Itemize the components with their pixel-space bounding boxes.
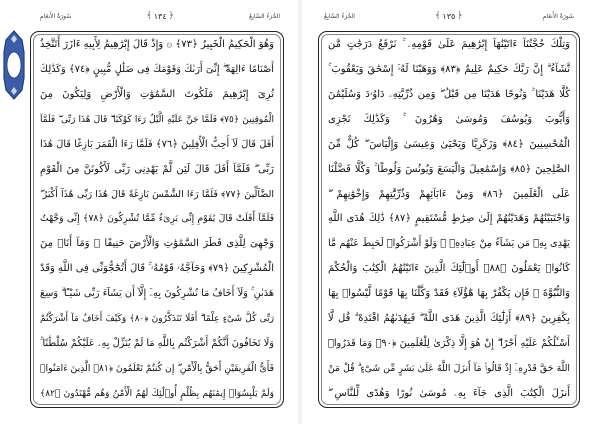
text-line: وَتِلْكَ حُجَّتُنَآ ءَاتَيْنَٰهَآ إِبْرَٰهِيمَ عَلَىٰ قَوْمِهِۦ ۚ نَرْفَعُ دَرَجَٰتٍ مَّن: [328, 39, 570, 50]
text-line: وَجْهِىَ لِلَّذِى فَطَرَ السَّمَٰوَٰتِ وَالْأَرْضَ حَنِيفًا ۖ وَمَآ أَنَا۠ مِنَ: [40, 238, 274, 250]
text-line: الضَّآلِّينَ ﴿٧٧﴾ فَلَمَّا رَءَا الشَّمْسَ بَازِغَةً قَالَ هَٰذَا رَبِّى هَٰذَآ أَكْبَرُ ۖ: [40, 188, 274, 200]
text-line: كُلًّا هَدَيْنَا ۚ وَنُوحًا هَدَيْنَا مِن قَبْلُ ۖ وَمِن ذُرِّيَّتِهِۦ دَاوُۥدَ وَسُلَيْمَٰنَ: [328, 88, 570, 100]
text-line: أَنزَلَ الْكِتَٰبَ الَّذِى جَآءَ بِهِۦ مُوسَىٰ نُورًا وَهُدًى لِّلنَّاسِ ۖ: [328, 387, 570, 399]
ornament-bracket-right-icon: ﴾: [146, 10, 152, 21]
text-line: كَانُوا۟ يَعْمَلُونَ ﴿٨٨﴾ أُو۟لَٰٓئِكَ الَّذِينَ ءَاتَيْنَٰهُمُ الْكِتَٰبَ وَالْحُكْمَ: [328, 263, 570, 275]
text-line: الْمُشْرِكِينَ ﴿٧٩﴾ وَحَآجَّهُۥ قَوْمُهُۥ ۚ قَالَ أَتُحَٰٓجُّوٓنِّى فِى اللَّهِ وَقَدْ: [40, 263, 274, 275]
page-number-value: ١٣٥: [442, 11, 456, 21]
text-line: أَسْـَٔلُكُمْ عَلَيْهِ أَجْرًا ۖ إِنْ هُوَ إِلَّا ذِكْرَىٰ لِلْعَٰلَمِينَ ﴿٩٠﴾ وَمَا قَدَرُوا۟: [328, 338, 570, 350]
sura-name: سُورَةُ الأَنعَامِ: [542, 12, 574, 20]
text-line: أَصْنَامًا ءَالِهَةً ۖ إِنِّىٓ أَرَىٰكَ وَقَوْمَكَ فِى ضَلَٰلٍ مُّبِينٍ ﴿٧٤﴾ وَكَذَٰلِكَ: [40, 63, 274, 75]
text-line: اللَّهَ حَقَّ قَدْرِهِۦٓ إِذْ قَالُوا۟ مَآ أَنزَلَ اللَّهُ عَلَىٰ بَشَرٍ مِّن شَىْءٍ ۗ قُلْ مَنْ: [328, 362, 570, 374]
sura-name: سُورَةُ الأَنعَامِ: [40, 12, 72, 20]
left-page: [0, 0, 298, 424]
text-line: نَّشَآءُ ۗ إِنَّ رَبَّكَ حَكِيمٌ عَلِيمٌ ﴿٨٣﴾ وَوَهَبْنَا لَهُۥٓ إِسْحَٰقَ وَيَعْقُوبَ ۚ: [328, 63, 570, 75]
hizb-marker-icon: [2, 30, 26, 100]
text-line: فَأَىُّ الْفَرِيقَيْنِ أَحَقُّ بِالْأَمْنِ ۖ إِن كُنتُمْ تَعْلَمُونَ ﴿٨١﴾ الَّذِينَ ءَامَنُوا۟: [40, 362, 274, 374]
page-header: [324, 8, 574, 24]
text-line: وَلَا تَخَافُونَ أَنَّكُمْ أَشْرَكْتُم بِاللَّهِ مَا لَمْ يُنَزِّلْ بِهِۦ عَلَيْكُمْ سُلْطَٰنًا ۚ: [40, 338, 274, 350]
page-number: [435, 12, 462, 21]
text-line: يَهْدِى بِهِۦ مَن يَشَآءُ مِنْ عِبَادِهِۦ ۚ وَلَوْ أَشْرَكُوا۟ لَحَبِطَ عَنْهُم مَّا: [328, 238, 570, 250]
text-frame: [30, 31, 284, 408]
text-line: فَلَمَّآ أَفَلَتْ قَالَ يَٰقَوْمِ إِنِّى بَرِىٓءٌ مِّمَّا تُشْرِكُونَ ﴿٧٨﴾ إِنِّى وَجَّهْتُ: [40, 213, 274, 225]
text-line: وَاجْتَبَيْنَٰهُمْ وَهَدَيْنَٰهُمْ إِلَىٰ صِرَٰطٍ مُّسْتَقِيمٍ ﴿٨٧﴾ ذَٰلِكَ هُدَى اللَّهِ: [328, 213, 570, 225]
text-line: هَدَىٰنِ ۚ وَلَآ أَخَافُ مَا تُشْرِكُونَ بِهِۦٓ إِلَّآ أَن يَشَآءَ رَبِّى شَيْـًٔا ۗ وَسِعَ: [40, 288, 274, 300]
text-line: وَهُوَ الْحَكِيمُ الْخَبِيرُ ﴿٧٣﴾ ۞ وَإِذْ قَالَ إِبْرَٰهِيمُ لِأَبِيهِ ءَازَرَ أَتَتَّخِذُ: [40, 39, 274, 50]
text-line: الصَّٰلِحِينَ ﴿٨٥﴾ وَإِسْمَٰعِيلَ وَالْيَسَعَ وَيُونُسَ وَلُوطًا ۚ وَكُلًّا فَضَّلْنَا: [328, 163, 570, 175]
text-line: رَبِّى ۖ فَلَمَّآ أَفَلَ قَالَ لَئِن لَّمْ يَهْدِنِى رَبِّى لَأَكُونَنَّ مِنَ الْقَوْمِ: [40, 163, 274, 175]
text-line: وَالنُّبُوَّةَ ۚ فَإِن يَكْفُرْ بِهَا هَٰٓؤُلَآءِ فَقَدْ وَكَّلْنَا بِهَا قَوْمًا لَّيْسُوا۟ بِهَا: [328, 288, 570, 300]
right-page: [302, 0, 600, 424]
text-line: بِكَٰفِرِينَ ﴿٨٩﴾ أُو۟لَٰٓئِكَ الَّذِينَ هَدَى اللَّهُ ۖ فَبِهُدَىٰهُمُ اقْتَدِهْ ۗ قُل لَّآ: [328, 313, 570, 325]
text-line: الْمُحْسِنِينَ ﴿٨٤﴾ وَزَكَرِيَّا وَيَحْيَىٰ وَعِيسَىٰ وَإِلْيَاسَ ۖ كُلٌّ مِّنَ: [328, 138, 570, 150]
page-number: [146, 12, 173, 21]
ornament-bracket-right-icon: ﴾: [435, 10, 441, 21]
text-line: رَبِّى كُلَّ شَىْءٍ عِلْمًا ۗ أَفَلَا تَتَذَكَّرُونَ ﴿٨٠﴾ وَكَيْفَ أَخَافُ مَآ أَشْرَكْتُمْ: [40, 314, 274, 325]
juz-name: الجُزءُ السَّابِعُ: [324, 12, 355, 20]
ornament-bracket-left-icon: ﴿: [168, 10, 174, 21]
page-text: [40, 35, 274, 404]
text-line: الْمُوقِنِينَ ﴿٧٥﴾ فَلَمَّا جَنَّ عَلَيْهِ الَّيْلُ رَءَا كَوْكَبًا ۖ قَالَ هَٰذَا رَبِّى ۖ فَلَمَّآ: [40, 114, 274, 125]
page-number-value: ١٣٤: [153, 11, 167, 21]
text-line: وَلَمْ يَلْبِسُوٓا۟ إِيمَٰنَهُم بِظُلْمٍ أُو۟لَٰٓئِكَ لَهُمُ الْأَمْنُ وَهُم مُّهْتَدُونَ ﴿٨٢﴾: [40, 388, 274, 399]
ornament-bracket-left-icon: ﴿: [457, 10, 463, 21]
page-header: [40, 8, 280, 24]
juz-name: الجُزءُ السَّابِعُ: [249, 12, 280, 20]
text-line: أَفَلَ قَالَ لَآ أُحِبُّ الْأَٰفِلِينَ ﴿٧٦﴾ فَلَمَّا رَءَا الْقَمَرَ بَازِغًا قَالَ هَٰذَا: [40, 138, 274, 150]
text-line: وَأَيُّوبَ وَيُوسُفَ وَمُوسَىٰ وَهَٰرُونَ ۚ وَكَذَٰلِكَ نَجْزِى: [328, 113, 570, 125]
text-line: نُرِىٓ إِبْرَٰهِيمَ مَلَكُوتَ السَّمَٰوَٰتِ وَالْأَرْضِ وَلِيَكُونَ مِنَ: [40, 88, 274, 100]
text-frame: [318, 31, 580, 408]
page-text: [328, 35, 570, 404]
text-line: عَلَى الْعَٰلَمِينَ ﴿٨٦﴾ وَمِنْ ءَابَآئِهِمْ وَذُرِّيَّٰتِهِمْ وَإِخْوَٰنِهِمْ ۖ: [328, 188, 570, 200]
